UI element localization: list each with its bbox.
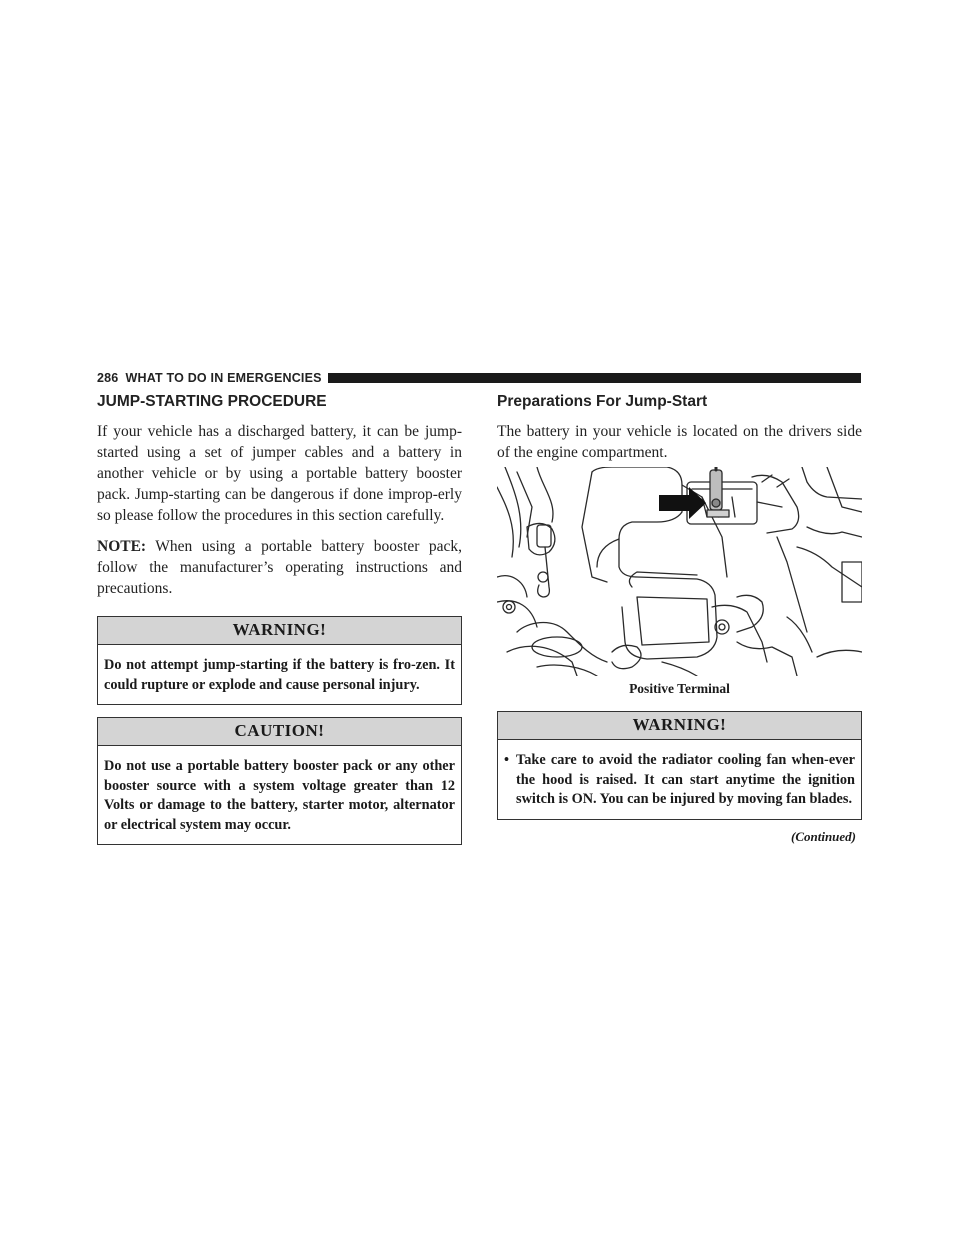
header-rule	[328, 373, 861, 383]
bullet-text: Take care to avoid the radiator cooling fan when-ever the hood is raised. It can start anytime the ignition switch is ON. You can be injured by moving fan blades.	[516, 752, 855, 807]
warning-heading: WARNING!	[98, 617, 461, 645]
engine-illustration	[497, 467, 862, 676]
fan-warning-box	[497, 711, 862, 820]
warning-bullet-item	[504, 751, 855, 810]
page-number: 286	[97, 371, 119, 385]
continued-label: (Continued)	[790, 828, 856, 844]
engine-compartment-figure	[497, 467, 862, 676]
fan-warning-heading: WARNING!	[498, 712, 861, 740]
section-name: WHAT TO DO IN EMERGENCIES	[125, 371, 322, 385]
fan-warning-body	[498, 740, 861, 819]
page-header	[97, 371, 861, 385]
battery-location-paragraph: The battery in your vehicle is located on the drivers side of the engine compartment.	[497, 423, 862, 461]
right-column	[497, 393, 862, 845]
caution-box	[97, 717, 462, 845]
note-paragraph	[97, 536, 462, 599]
caution-heading: CAUTION!	[98, 718, 461, 746]
left-column	[97, 393, 462, 845]
intro-paragraph: If your vehicle has a discharged battery, it can be jump-started using a set of jumper cables and a battery in another vehicle or by using a portable battery booster pack. Jump-starting can be dangerous if done improp-erly so please follow the procedures in this section carefully.	[97, 423, 462, 524]
section-title: JUMP-STARTING PROCEDURE	[97, 393, 327, 410]
note-text: When using a portable battery booster pack, follow the manufacturer’s operating instructions and precautions.	[97, 538, 462, 597]
subsection-title: Preparations For Jump-Start	[497, 393, 708, 410]
caution-text: Do not use a portable battery booster pack or any other booster source with a system voltage greater than 12 Volts or damage to the battery, starter motor, alternator or electrical system may occur.	[104, 758, 455, 833]
bullet-icon: •	[504, 752, 510, 768]
note-label: NOTE:	[97, 538, 147, 555]
figure-caption: Positive Terminal	[629, 681, 730, 696]
warning-text: Do not attempt jump-starting if the battery is fro-zen. It could rupture or explode and cause personal injury.	[104, 657, 455, 693]
warning-box	[97, 616, 462, 705]
